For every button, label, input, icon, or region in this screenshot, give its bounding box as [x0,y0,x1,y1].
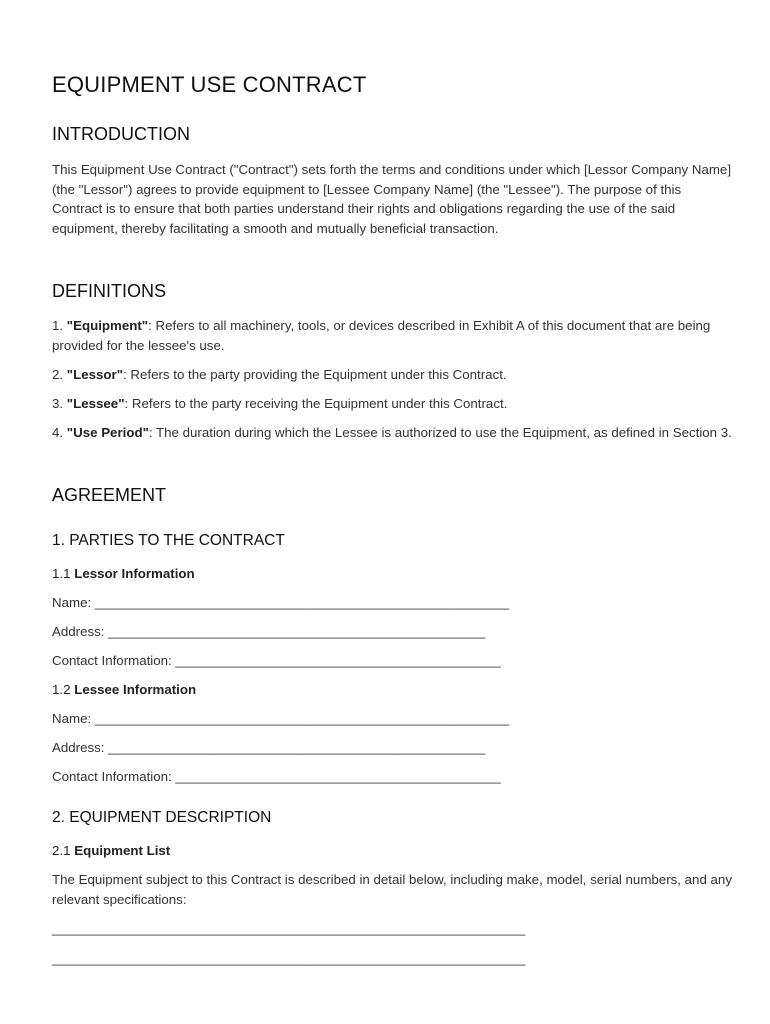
definition-number: 3. [52,396,64,411]
equipment-blank-line[interactable]: ________________________________________________________________ [52,921,526,936]
lessor-address-field[interactable]: Address: ___________________________________________________ [52,624,486,639]
lessee-info-heading [52,680,196,700]
definition-item-use-period [52,423,732,443]
definition-text: : The duration during which the Lessee is authorized to use the Equipment, as defined in Section 3. [148,425,732,440]
definition-item-lessor [52,365,732,385]
equipment-list-heading [52,841,170,861]
lessor-contact-field[interactable]: Contact Information: ____________________________________________ [52,653,501,668]
lessee-address-field[interactable]: Address: ___________________________________________________ [52,740,486,755]
definition-number: 2. [52,367,64,382]
definition-term: "Lessee" [66,396,125,411]
lessee-contact-field[interactable]: Contact Information: ____________________________________________ [52,769,501,784]
section-number: 1.1 [52,566,71,581]
definition-text: : Refers to all machinery, tools, or devices described in Exhibit A of this document that are being provided for the lessee's use. [52,318,711,353]
document-title: EQUIPMENT USE CONTRACT [52,72,367,97]
definition-item-lessee [52,394,732,414]
lessor-name-field[interactable]: Name: ________________________________________________________ [52,595,509,610]
definition-term: "Lessor" [66,367,124,382]
definition-number: 4. [52,425,64,440]
definition-text: : Refers to the party receiving the Equipment under this Contract. [124,396,508,411]
parties-heading: 1. PARTIES TO THE CONTRACT [52,532,285,549]
definitions-heading: DEFINITIONS [52,281,167,301]
section-label: Equipment List [74,843,171,858]
equipment-blank-line[interactable]: ________________________________________________________________ [52,951,526,966]
introduction-text: This Equipment Use Contract ("Contract") sets forth the terms and conditions under which [Lessor Company Name] (the "Lessor") agrees to provide equipment to [Lessee Company Name] (the "Lessee"). The purpose of this Contract is to ensure that both parties understand their rights and obligations regarding the use of the said equipment, thereby facilitating a smooth and mutually beneficial transaction. [52,162,732,236]
definition-item-equipment [52,316,732,355]
definition-term: "Use Period" [66,425,149,440]
agreement-heading: AGREEMENT [52,485,167,505]
section-label: Lessor Information [74,566,195,581]
equipment-description-heading: 2. EQUIPMENT DESCRIPTION [52,809,272,826]
lessor-info-heading [52,564,195,584]
definition-term: "Equipment" [66,318,149,333]
introduction-heading: INTRODUCTION [52,124,190,144]
equipment-list-text: The Equipment subject to this Contract is described in detail below, including make, model, serial numbers, and any relevant specifications: [52,872,732,907]
section-label: Lessee Information [74,682,197,697]
section-number: 2.1 [52,843,71,858]
definition-text: : Refers to the party providing the Equipment under this Contract. [123,367,507,382]
lessee-name-field[interactable]: Name: ________________________________________________________ [52,711,509,726]
definition-number: 1. [52,318,64,333]
section-number: 1.2 [52,682,71,697]
